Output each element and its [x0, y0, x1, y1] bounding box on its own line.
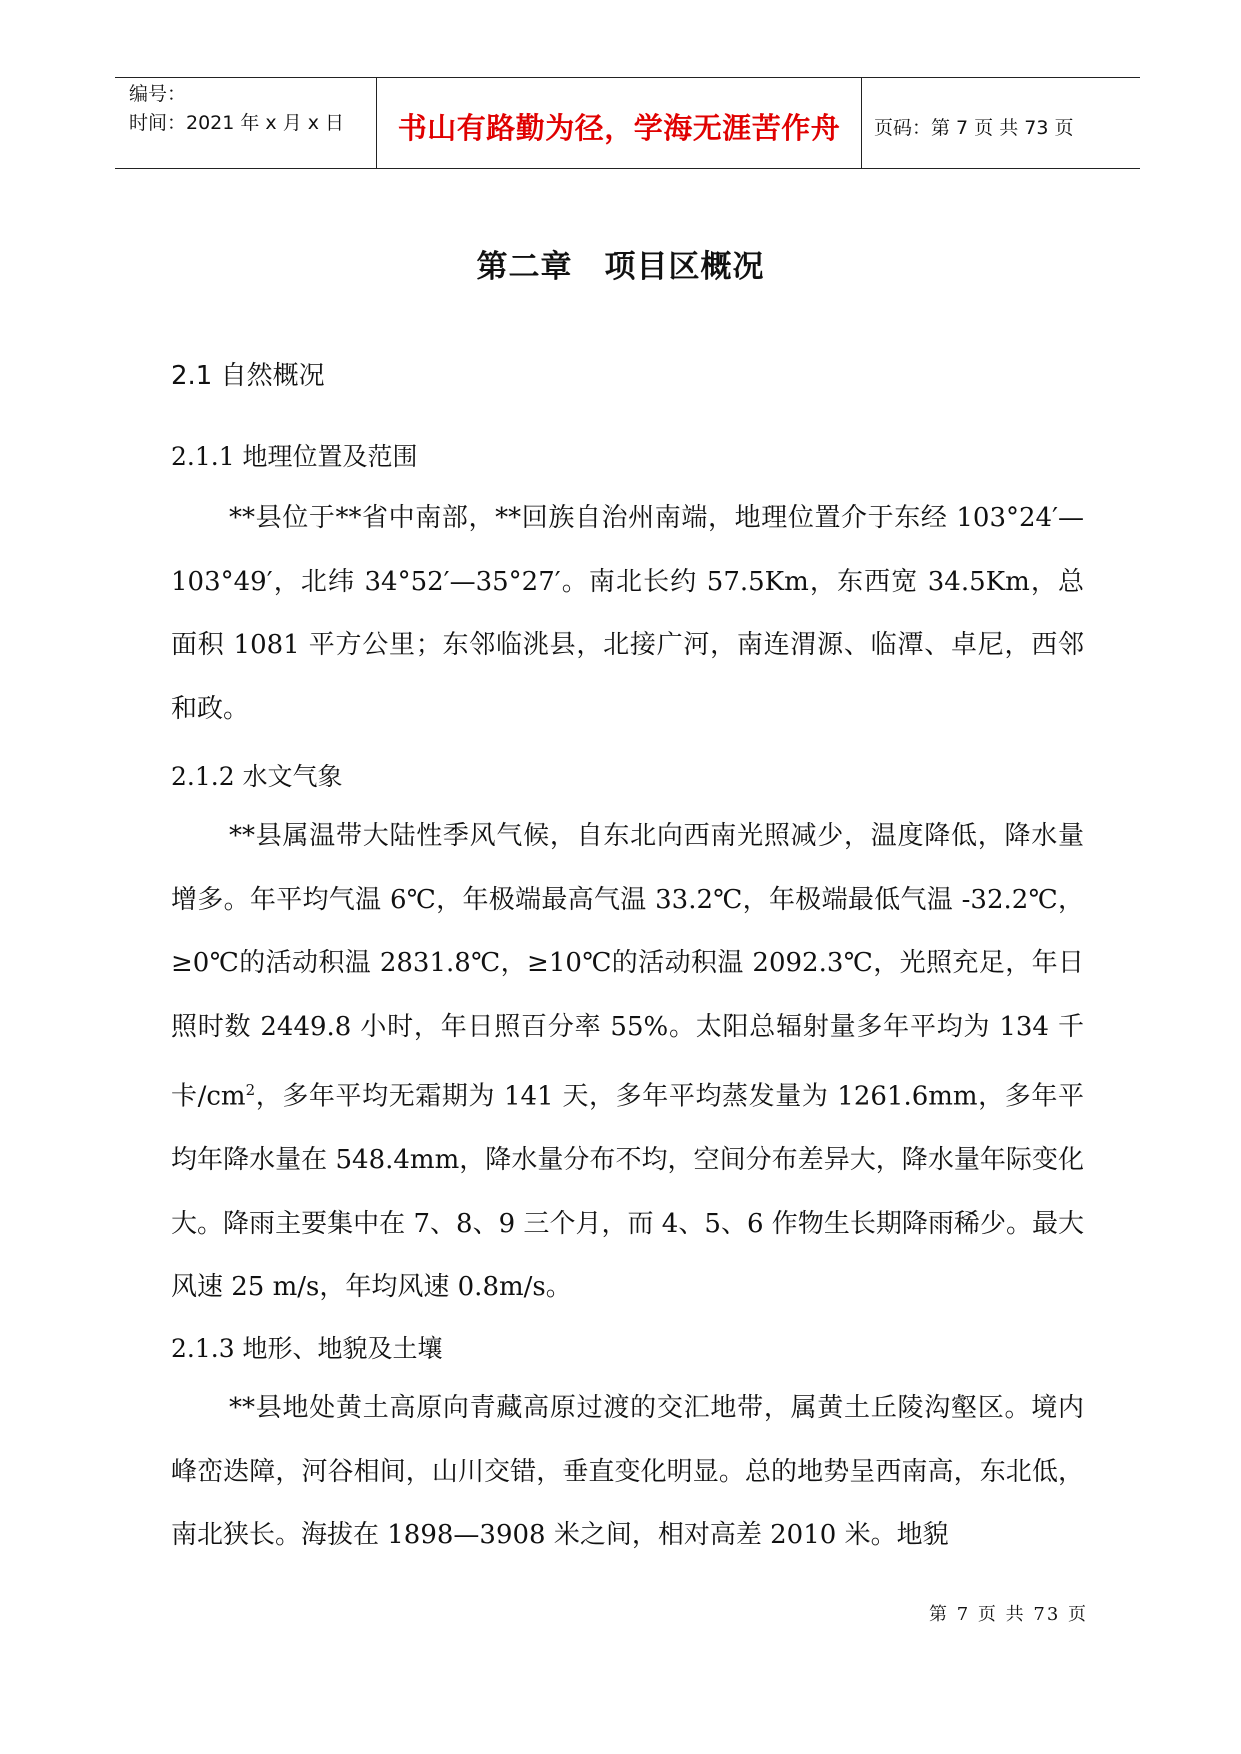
subsection-heading-2-1-1: 2.1.1 地理位置及范围 [171, 442, 418, 471]
chapter-title: 第二章 项目区概况 [476, 249, 765, 285]
header-number-label: 编号： [129, 83, 187, 105]
footer-page-number: 第 7 页 共 73 页 [929, 1604, 1088, 1625]
paragraph-climate [171, 805, 1084, 1320]
header-meta [115, 78, 377, 168]
subsection-heading-2-1-3: 2.1.3 地形、地貌及土壤 [171, 1334, 443, 1363]
paragraph-climate-part-b: ，多年平均无霜期为 141 天，多年平均蒸发量为 1261.6mm，多年平均年降水量在 548.4mm，降水量分布不均，空间分布差异大，降水量年际变化大。降雨主要集中在 7、8、9 三个月，而 4、5、6 作物生长期降雨稀少。最大风速 25 m/s，年均风速 0.8m/s。 [171, 1081, 1084, 1303]
superscript-2: 2 [245, 1081, 256, 1099]
header-page-info: 页码：第 7 页 共 73 页 [874, 116, 1074, 139]
document-header [115, 77, 1140, 169]
paragraph-geography: **县位于**省中南部，**回族自治州南端，地理位置介于东经 103°24′—103°49′，北纬 34°52′—35°27′。南北长约 57.5Km，东西宽 34.5Km，总面积 1081 平方公里；东邻临洮县，北接广河，南连渭源、临潭、卓尼，西邻和政。 [171, 503, 1084, 724]
subsection-heading-2-1-2: 2.1.2 水文气象 [171, 762, 343, 791]
header-time-label: 时间：2021 年 x 月 x 日 [129, 112, 345, 134]
paragraph-terrain: **县地处黄土高原向青藏高原过渡的交汇地带，属黄土丘陵沟壑区。境内峰峦迭障，河谷相间，山川交错，垂直变化明显。总的地势呈西南高，东北低，南北狭长。海拔在 1898—3908 米之间，相对高差 2010 米。地貌 [171, 1393, 1084, 1550]
header-motto-cell [377, 78, 862, 168]
section-heading-2-1: 2.1 自然概况 [171, 361, 325, 391]
paragraph-climate-part-a: **县属温带大陆性季风气候，自东北向西南光照减少，温度降低，降水量增多。年平均气温 6℃，年极端最高气温 33.2℃，年极端最低气温 -32.2℃，≥0℃的活动积温 2831.8℃，≥10℃的活动积温 2092.3℃，光照充足，年日照时数 2449.8 小时，年日照百分率 55%。太阳总辐射量多年平均为 134 千卡/cm [171, 821, 1084, 1112]
header-motto: 书山有路勤为径，学海无涯苦作舟 [397, 110, 841, 145]
header-page-cell [862, 78, 1140, 168]
